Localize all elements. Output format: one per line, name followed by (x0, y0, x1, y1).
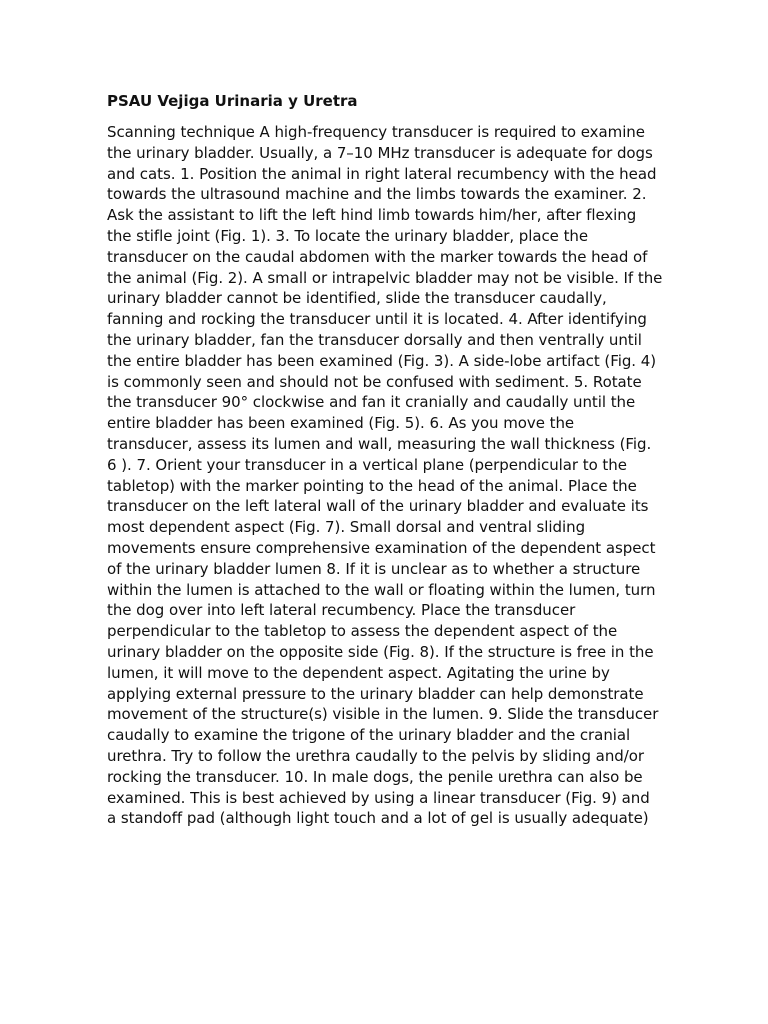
document-content (107, 90, 663, 829)
document-title: PSAU Vejiga Urinaria y Uretra (107, 92, 358, 110)
document-body-paragraph: Scanning technique A high-frequency transducer is required to examine the urinary bladder. Usually, a 7–10 MHz transducer is adequate for dogs and cats. 1. Position the animal in right lateral recumbency with the head towards the ultrasound machine and the limbs towards the examiner. 2. Ask the assistant to lift the left hind limb towards him/her, after flexing the stifle joint (Fig. 1). 3. To locate the urinary bladder, place the transducer on the caudal abdomen with the marker towards the head of the animal (Fig. 2). A small or intrapelvic bladder may not be visible. If the urinary bladder cannot be identified, slide the transducer caudally, fanning and rocking the transducer until it is located. 4. After identifying the urinary bladder, fan the transducer dorsally and then ventrally until the entire bladder has been examined (Fig. 3). A side-lobe artifact (Fig. 4) is commonly seen and should not be confused with sediment. 5. Rotate the transducer 90° clockwise and fan it cranially and caudally until the entire bladder has been examined (Fig. 5). 6. As you move the transducer, assess its lumen and wall, measuring the wall thickness (Fig. 6 ). 7. Orient your transducer in a vertical plane (perpendicular to the tabletop) with the marker pointing to the head of the animal. Place the transducer on the left lateral wall of the urinary bladder and evaluate its most dependent aspect (Fig. 7). Small dorsal and ventral sliding movements ensure comprehensive examination of the dependent aspect of the urinary bladder lumen 8. If it is unclear as to whether a structure within the lumen is attached to the wall or floating within the lumen, turn the dog over into left lateral recumbency. Place the transducer perpendicular to the tabletop to assess the dependent aspect of the urinary bladder on the opposite side (Fig. 8). If the structure is free in the lumen, it will move to the dependent aspect. Agitating the urine by applying external pressure to the urinary bladder can help demonstrate movement of the structure(s) visible in the lumen. 9. Slide the transducer caudally to examine the trigone of the urinary bladder and the cranial urethra. Try to follow the urethra caudally to the pelvis by sliding and/or rocking the transducer. 10. In male dogs, the penile urethra can also be examined. This is best achieved by using a linear transducer (Fig. 9) and a standoff pad (although light touch and a lot of gel is usually adequate) (107, 123, 663, 828)
